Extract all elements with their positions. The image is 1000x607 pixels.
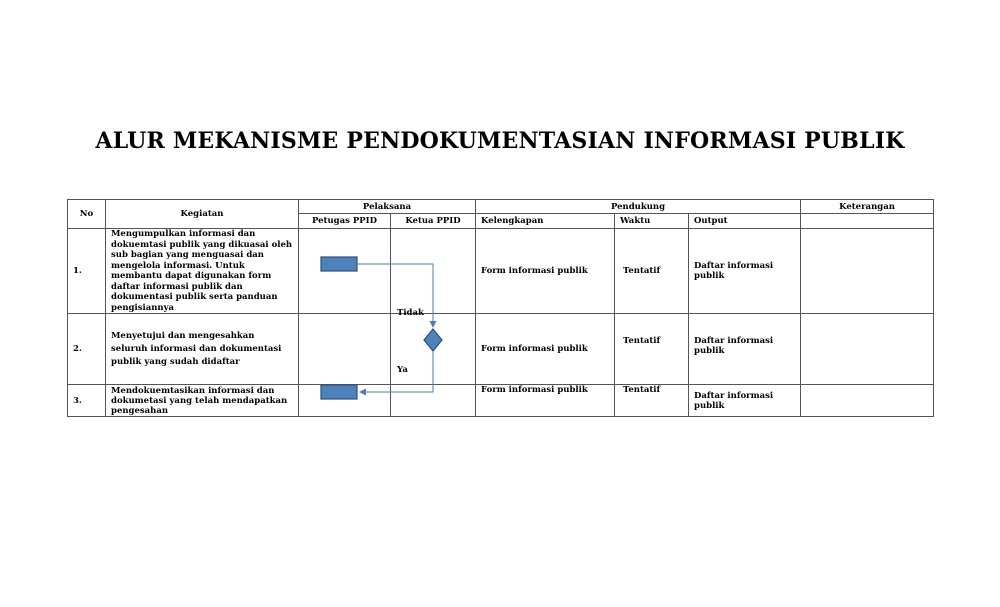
cell-petugas xyxy=(299,229,391,314)
header-kegiatan: Kegiatan xyxy=(106,200,299,229)
row-keterangan xyxy=(801,229,934,314)
header-keterangan: Keterangan xyxy=(801,200,934,214)
table-row xyxy=(68,314,934,385)
row-waktu: Tentatif xyxy=(615,385,689,417)
row-kelengkapan: Form informasi publik xyxy=(476,385,615,417)
row-kelengkapan: Form informasi publik xyxy=(476,314,615,385)
header-output: Output xyxy=(689,214,801,229)
header-no: No xyxy=(68,200,106,229)
row-kelengkapan: Form informasi publik xyxy=(476,229,615,314)
header-waktu: Waktu xyxy=(615,214,689,229)
row-number: 1. xyxy=(68,229,106,314)
row-keterangan xyxy=(801,385,934,417)
row-output: Daftar informasi publik xyxy=(689,314,801,385)
procedure-table xyxy=(67,199,934,417)
row-output: Daftar informasi publik xyxy=(689,229,801,314)
decision-label-yes: Ya xyxy=(397,365,408,375)
header-pelaksana: Pelaksana xyxy=(299,200,476,214)
cell-ketua xyxy=(391,229,476,314)
table-row xyxy=(68,229,934,314)
row-activity: Mengumpulkan informasi dan dokuemtasi publik yang dikuasai oleh sub bagian yang menguasai dan mengelola informasi. Untuk membantu dapat digunakan form daftar informasi publik dan dokumentasi publik serta panduan pengisiannya xyxy=(106,229,299,314)
cell-ketua xyxy=(391,385,476,417)
row-number: 2. xyxy=(68,314,106,385)
header-kelengkapan: Kelengkapan xyxy=(476,214,615,229)
header-petugas: Petugas PPID xyxy=(299,214,391,229)
cell-petugas xyxy=(299,385,391,417)
header-row-1 xyxy=(68,200,934,214)
table-row xyxy=(68,385,934,417)
row-keterangan xyxy=(801,314,934,385)
row-activity: Mendokuemtasikan informasi dan dokumetasi yang telah mendapatkan pengesahan xyxy=(106,385,299,417)
header-pendukung: Pendukung xyxy=(476,200,801,214)
header-keterangan-sub xyxy=(801,214,934,229)
row-waktu: Tentatif xyxy=(615,314,689,385)
row-waktu: Tentatif xyxy=(615,229,689,314)
document-title: ALUR MEKANISME PENDOKUMENTASIAN INFORMASI PUBLIK xyxy=(95,128,905,154)
cell-petugas xyxy=(299,314,391,385)
row-output: Daftar informasi publik xyxy=(689,385,801,417)
row-activity: Menyetujui dan mengesahkan seluruh informasi dan dokumentasi publik yang sudah didaftar xyxy=(106,314,299,385)
row-number: 3. xyxy=(68,385,106,417)
decision-label-no: Tidak xyxy=(397,308,424,318)
header-ketua: Ketua PPID xyxy=(391,214,476,229)
